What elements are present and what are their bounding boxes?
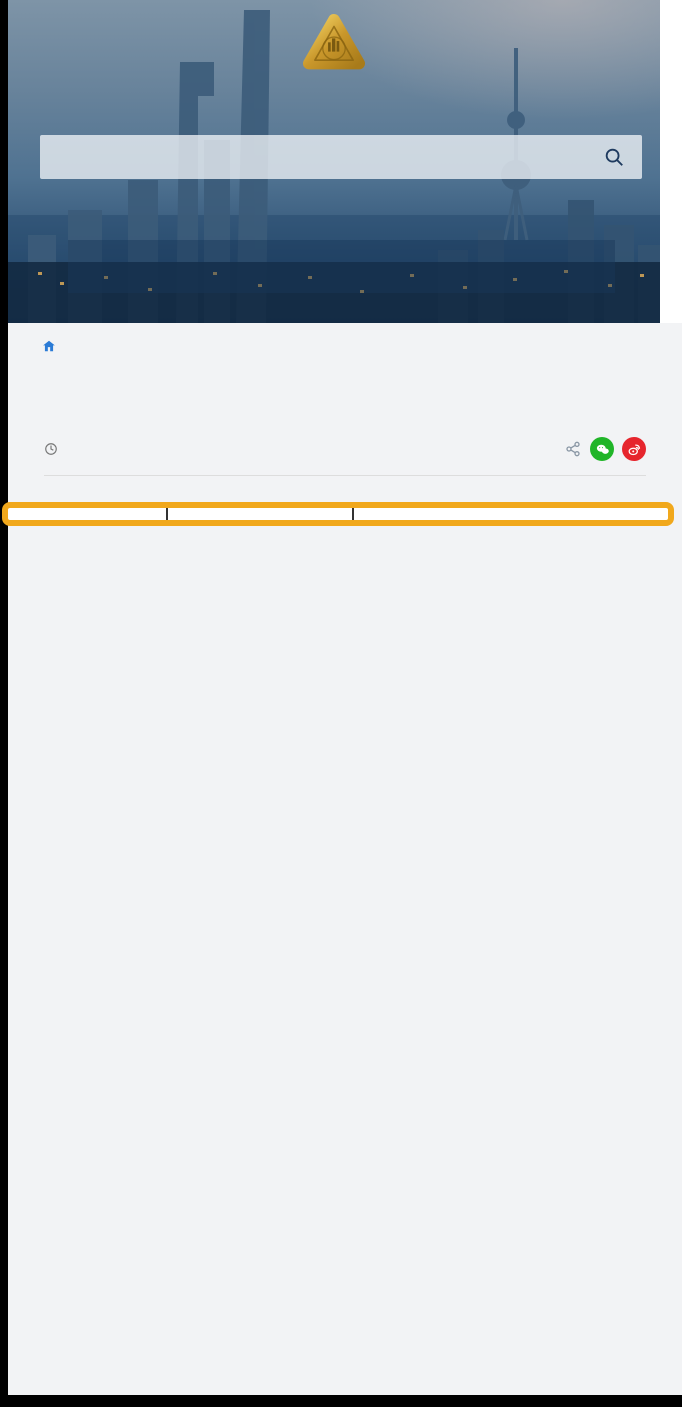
home-icon <box>42 339 56 353</box>
share-icon <box>565 441 581 457</box>
brand-block <box>8 0 660 85</box>
wechat-share-button[interactable] <box>590 437 614 461</box>
weibo-share-button[interactable] <box>622 437 646 461</box>
highlight-no <box>8 508 168 520</box>
publish-time <box>44 442 70 456</box>
share-button[interactable] <box>564 440 582 458</box>
highlighted-row-22[interactable] <box>2 502 674 526</box>
clock-icon <box>44 442 58 456</box>
search-button[interactable] <box>600 143 628 171</box>
main-nav <box>68 240 615 293</box>
bureau-emblem-logo <box>301 12 367 78</box>
meta-row <box>44 437 646 461</box>
search-icon <box>603 146 625 168</box>
divider <box>44 475 646 476</box>
search-bar <box>40 135 642 179</box>
highlight-company <box>168 508 354 520</box>
meta-controls <box>534 437 646 461</box>
page <box>8 0 682 1395</box>
wechat-icon <box>595 442 610 457</box>
highlight-platform <box>354 508 668 520</box>
article <box>8 437 682 502</box>
share-group <box>564 437 646 461</box>
search-input[interactable] <box>54 148 600 166</box>
weibo-icon <box>627 442 642 457</box>
banner <box>8 0 660 323</box>
banner-row <box>8 0 682 323</box>
breadcrumb <box>8 323 682 353</box>
